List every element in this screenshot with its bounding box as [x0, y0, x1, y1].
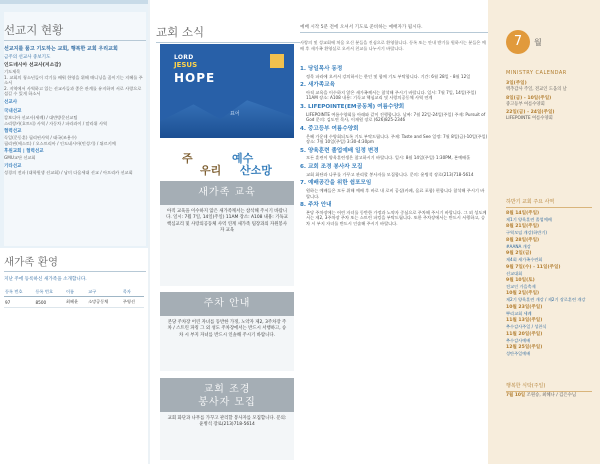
- theme-word: 우리: [200, 164, 222, 177]
- calendar-column: [488, 0, 600, 464]
- theme-word: 예수: [232, 152, 254, 165]
- schedule-date: 8월 28일(주일): [506, 237, 540, 243]
- schedule-event: 전교인 가을축제: [506, 284, 536, 290]
- calendar-event: 중고등부 여름수양회: [506, 101, 545, 107]
- news-item: [300, 104, 488, 123]
- table-row: [4, 297, 144, 308]
- news-item-body: 교회 화단과 나무를 가꾸고 관리할 봉사자를 모집합니다. 문의: 윤병석 장로(213)718-5614: [306, 171, 474, 177]
- news-item-title: 5. 양육훈련 졸업예배 일정 변경: [300, 147, 379, 154]
- newcomer-education-box: [160, 181, 294, 286]
- news-item-title: 4. 중고등부 여름수양회: [300, 126, 359, 133]
- table-fellowship: [506, 393, 576, 399]
- mission-block-head: 인도네시아 선교사(저소감): [4, 63, 62, 68]
- church-theme-poster: [160, 44, 294, 138]
- news-item: [300, 66, 488, 79]
- mission-block-line: 2. 지역에서 사역하고 있는 선교사들과 좋은 관계를 유지하며 서로 사랑으로 섬길 수 있게 하소서: [4, 85, 142, 97]
- fellowship-date: 7월 10일: [506, 393, 526, 398]
- schedule-date: 9월 10일(토): [506, 278, 535, 284]
- table-cell: 8500: [35, 297, 66, 308]
- column-tab: [0, 0, 150, 4]
- news-header-text: 예배 시작 5분 전에 오셔서 기도로 준비하는 예배자가 됩시다.: [300, 24, 488, 33]
- schedule-date: 8월 21일(주일): [506, 224, 540, 230]
- news-item-body: 모든 훈련이 양육훈련생은 참고하시기 바랍니다. 일시: 8월 14일(주일) 1:30PM, 본예배홀: [306, 155, 471, 161]
- news-intro: 사랑의 및 성교회에 처음 오신 분들을 진심으로 환영합니다. 등록 또는 안내 받기를 원하시는 분들은 예배 후 새가족 환영실로 오셔서 친교를 나누시기 바랍니다.: [300, 40, 486, 51]
- mission-category-item: 필리핀(에스토) / 오스트리아 / 인도네시아(민성기) / 튀르키예: [4, 140, 116, 146]
- table-cell: 주영선: [122, 297, 144, 308]
- news-item: [300, 164, 488, 177]
- poster-mountain-graphic: [160, 96, 294, 138]
- box-body: 아직 교육을 이수하지 않은 새가족께서는 참석해 주시기 바랍니다. 일시: 7월 7일, 14일(주일) 11AM 장소: A108 내용: 기독교 핵심교리 및 사랑의공동체 사역 연계 새가족 팀장과의 자원봉사자 교육: [166, 209, 288, 234]
- mission-category-item: 독일(문동훈) 필리핀사역 / 태국(조용수): [4, 135, 77, 141]
- column-header: 등록 번호: [4, 288, 35, 297]
- theme-word: 산소망: [240, 164, 272, 177]
- news-item-title: 7. 예배공간을 위한 쉼포모임: [300, 180, 372, 187]
- box-header: 새가족 교육: [160, 181, 294, 205]
- poster-line: JESUS: [174, 61, 198, 69]
- mission-category-item: 성경의 전파 (대학원생 선교회) / 남미 다음세대 선교 / 아프리카 선교회: [4, 169, 133, 175]
- mission-category: 국내선교: [4, 108, 22, 114]
- mission-title: 선교지 현황: [4, 22, 146, 41]
- news-item: [300, 82, 488, 101]
- table-fellowship-head: 행복한 식탁(주일): [506, 382, 592, 392]
- schedule-event: #AANA 개강: [506, 243, 531, 249]
- news-item: [300, 126, 488, 145]
- church-theme-text: [160, 140, 294, 178]
- theme-word: 주: [182, 152, 193, 165]
- table-cell: 97: [4, 297, 35, 308]
- schedule-event: 제2기 양육훈련 개강 / 제2기 장로훈련 개강: [506, 297, 586, 303]
- schedule-event: 제4회 새가족수련회: [506, 257, 543, 263]
- calendar-head: MINISTRY CALENDAR: [506, 70, 567, 76]
- news-item-title: 8. 주차 안내: [300, 202, 332, 209]
- box-body: 교회 화단과 나무를 가꾸고 관리할 봉사자를 모집합니다. 문의: 윤병석 장로(213)718-5614: [167, 416, 287, 428]
- mission-section: [4, 12, 146, 246]
- mission-category-item: GMU교단 선교회: [4, 155, 36, 161]
- schedule-date: 10월 23일(주일): [506, 304, 543, 310]
- news-title: 교회 소식: [156, 24, 306, 43]
- news-item-title: 2. 새가족교육: [300, 82, 335, 89]
- news-items: [300, 66, 488, 230]
- newcomer-table: [4, 288, 144, 308]
- news-item-body: 원하는 예배들은 모두 위해 예배 후 바로 내 로비 공실(카페, 음료 포함) 편합니다 참석해 주시기 바랍니다.: [306, 187, 485, 199]
- month-badge: 7: [506, 30, 530, 54]
- calendar-list: [506, 78, 592, 122]
- poster-tag: 표어: [230, 111, 240, 117]
- schedule-event: 추수감사주일 / 성찬식: [506, 324, 547, 330]
- news-item-body: 아직 교육을 이수하지 않은 새가족께서는 참석해 주시기 바랍니다. 일시: 7월 7일, 14일(주일) 11AM 장소: A108 내용: 기독교 핵심교리 및 사랑의공동체 사역 연계: [306, 89, 477, 101]
- fellowship-names: 조원승, 최혜나 / 김은수님: [526, 393, 577, 398]
- poster-year-badge: [270, 54, 284, 68]
- calendar-event: 맥추감사 주일, 전교인 도움의 날: [506, 87, 567, 92]
- box-header: 주차 안내: [160, 292, 294, 316]
- schedule-event: 구역모임 개강(하반기): [506, 230, 548, 236]
- news-item: [300, 148, 488, 161]
- schedule-date: 11월 20일(주일): [506, 331, 543, 337]
- calendar-date: 3일(주일): [506, 81, 527, 86]
- column-header: 목자: [122, 288, 144, 297]
- news-item-body: 은혜 가운데 수양회되도록 기도 부탁드립니다. 주제: Taste and See 일정: 7월 8일(금)-10일(주일) 장소: 7월 10일(주일) 3:30-4:30pm: [306, 133, 488, 145]
- newcomer-table-header: [4, 288, 144, 297]
- column-header: 이름: [65, 288, 87, 297]
- schedule-event: 제1기 양육훈련 졸업예배: [506, 217, 552, 222]
- mission-intro: 선교지를 품고 기도하는 교회, 행복한 교회 우리교회: [4, 46, 118, 52]
- news-item-title: 1. 당일목사 동정: [300, 66, 343, 72]
- mission-category-item: 캄보디아 선교사(세례) / 대만방문선교팀: [4, 114, 78, 120]
- mission-category-item: 스리랑카(호트티) 사역 / 자동차 / 파라과이 / 말라위 사역: [4, 120, 108, 126]
- box-header: 교회 조경 봉사자 모집: [160, 378, 294, 412]
- table-cell: 소망공동체: [87, 297, 122, 308]
- schedule-date: 9월 2일(금): [506, 251, 532, 257]
- landscape-volunteer-box: [160, 378, 294, 460]
- schedule-date: 12월 25일(주일): [506, 345, 543, 351]
- newcomer-section: [0, 248, 150, 464]
- schedule-date: 8월 14일(주일): [506, 211, 540, 216]
- mission-block-line: 기도제목: [4, 69, 21, 74]
- month-suffix: 월: [534, 38, 542, 47]
- half-year-head: 하반기 교회 주요 사역: [506, 198, 592, 208]
- table-cell: 최혜윤: [65, 297, 87, 308]
- mission-category: 선교사: [4, 99, 18, 105]
- schedule-date: 9월 7일(수) - 11일(주일): [506, 264, 561, 270]
- calendar-event: LIFEPOINTE 여름수양회: [506, 116, 553, 122]
- news-item-body: LIFEPOINTE 여름수양회를 아래와 같이 진행합니다. 날짜: 7월 22일-24일(주일) 주제: Pursuit of God 문의: 김도연 목사, 이재원 장로 (626)825-2346: [306, 111, 486, 123]
- news-item-title: 6. 교회 조경 봉사자 모집: [300, 164, 363, 171]
- schedule-event: 선교대회: [506, 270, 523, 276]
- column-header: 등록 번호: [35, 288, 66, 297]
- newcomer-intro: 지난 주에 등록하신 새가족을 소개합니다.: [4, 277, 87, 282]
- schedule-event: 뿌리교회 세례: [506, 310, 532, 316]
- news-item-title: 3. LIFEPOINTE(EM공동체) 여름수양회: [300, 104, 405, 111]
- news-item: [300, 180, 488, 199]
- mission-block-line: 1. 교회의 청소년들이 각기를 배워 한영을 위해 매니닝을 꿈이기는 지혜를 주소서: [4, 74, 143, 86]
- column-header: 교구: [87, 288, 122, 297]
- poster-line: HOPE: [174, 71, 216, 85]
- schedule-date: 11월 13일(주일): [506, 318, 543, 324]
- newcomer-title: 새가족 환영: [4, 254, 146, 272]
- schedule-event: 성탄주일예배: [506, 351, 531, 357]
- news-list-column: [300, 0, 488, 464]
- calendar-date: 8일(금) - 10일(주일): [506, 95, 552, 101]
- mission-category: 후원교회 | 협력선교: [4, 149, 44, 155]
- schedule-date: 10월 2일(주일): [506, 291, 540, 297]
- mission-category: 협력선교: [4, 129, 22, 135]
- mission-block: [4, 63, 146, 97]
- schedule-event: 추수감사예배: [506, 337, 531, 343]
- news-item-body: 본당 주차장에는 어린 자녀를 동반한 가정과 노약자 중심으로 주차해 주시기 바랍니다. 그 외 성도께서는 제2, 3주차장 주차 또는 스트린 파킹을 부탁드립니다. 또한 주차장에서는 반드시 서행하고, 승차 시 부지 자녀를 반드시 인솔해 주시기 바랍니다.: [306, 209, 487, 227]
- news-item: [300, 202, 488, 227]
- half-year-list: [506, 209, 592, 356]
- poster-line: LORD: [174, 54, 194, 61]
- parking-box: [160, 292, 294, 371]
- box-body: 본당 주차장 어린 자녀를 동반한 가정, 노약자 제2, 3주차장 주차 / 스트린 파킹 그 외 성도 주차장에서는 반드시 서행하고, 승차 시 부지 자녀를 반드시 인솔해 주시기 바랍니다.: [167, 320, 287, 338]
- calendar-date: 22일(금) - 24일(주일): [506, 110, 555, 116]
- news-item-body: 정목 파라에 오셔서 강의하시는 한인 및 함께 기도 부탁합니다. 기간: 6월 28일 - 8월 12일: [306, 73, 471, 79]
- mission-column: [0, 0, 150, 464]
- mission-intro-sub: 금주의 선교사 중보기도: [4, 55, 51, 60]
- mission-category: 기타선교: [4, 163, 22, 169]
